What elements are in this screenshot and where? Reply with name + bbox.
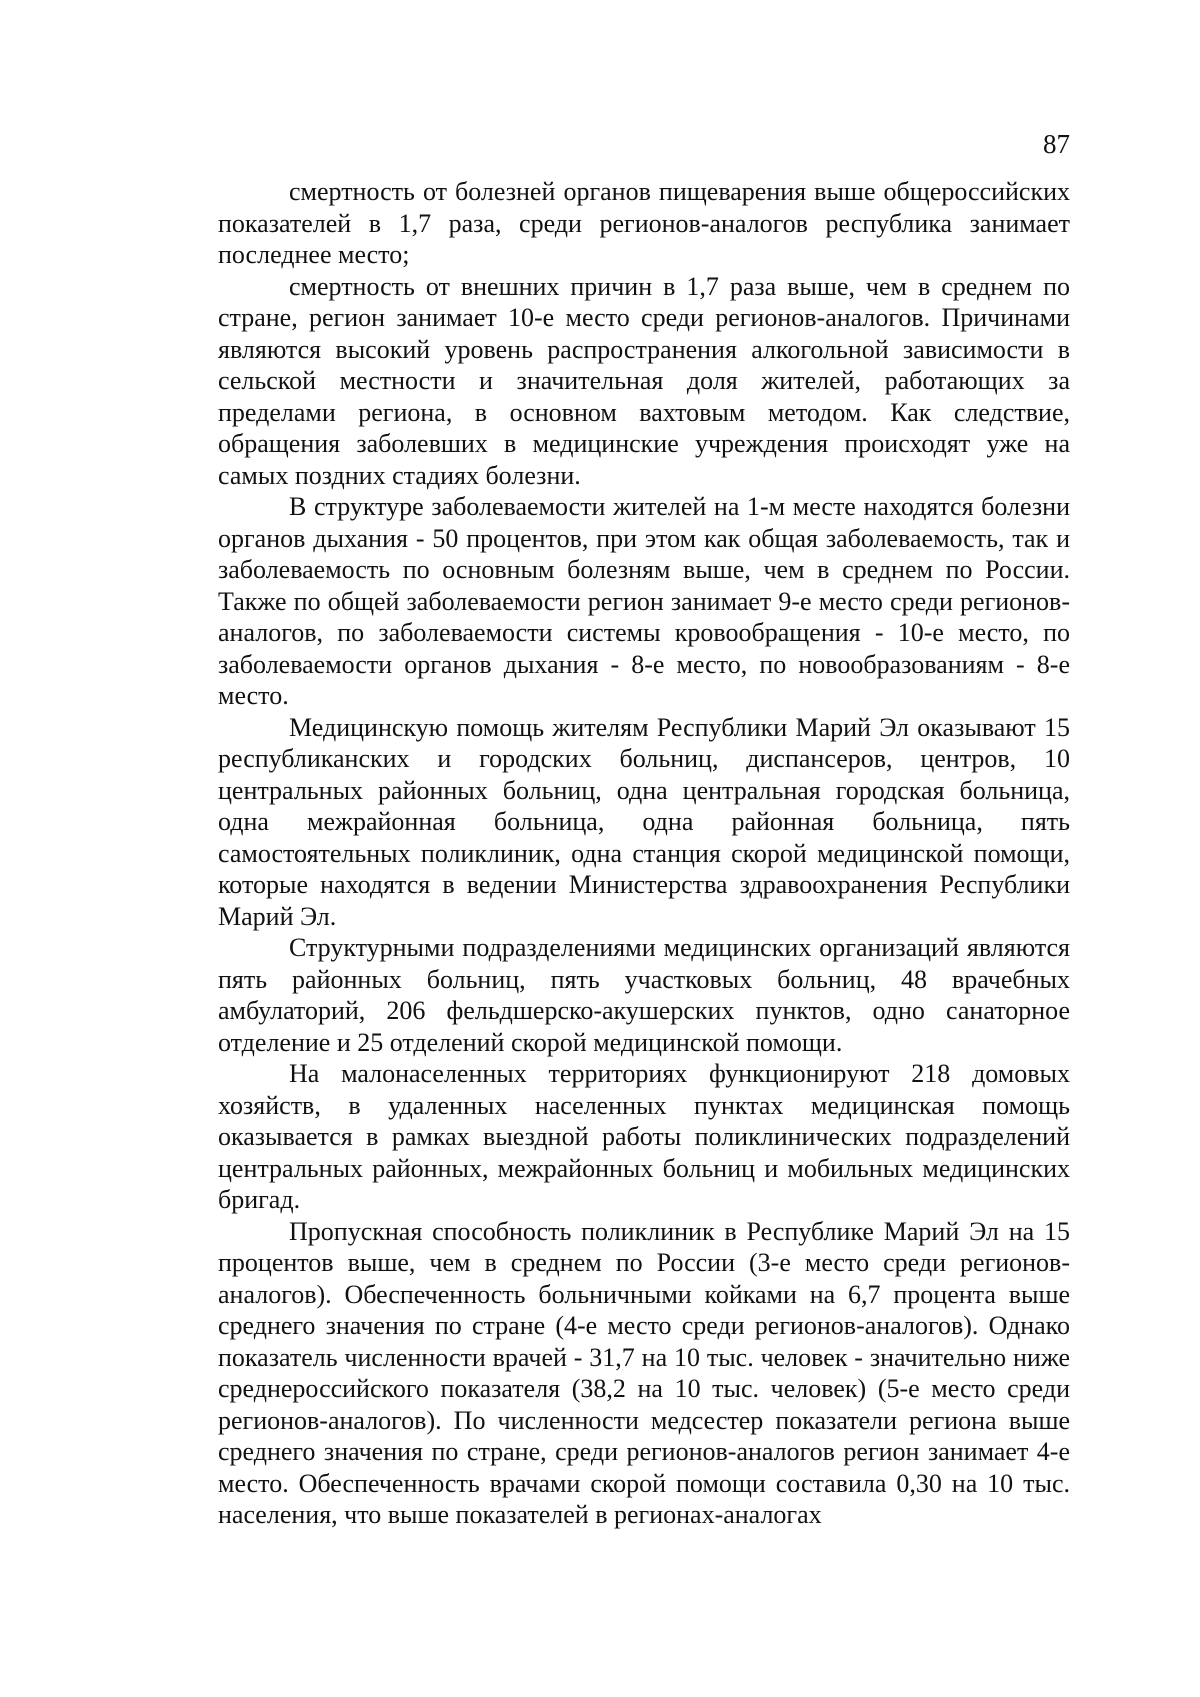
paragraph-medical-facilities: Медицинскую помощь жителям Республики Марий Эл оказывают 15 республиканских и городских больниц, диспансеров, центров, 10 центральных районных больниц, одна центральная городская больница, одна межрайонная больница, одна районная больница, пять самостоятельных поликлиник, одна станция скорой медицинской помощи, которые находятся в ведении Министерства здравоохранения Республики Марий Эл. — [218, 712, 1070, 931]
paragraph-external-causes-mortality: смертность от внешних причин в 1,7 раза выше, чем в среднем по стране, регион занимает 10-е место среди регионов-аналогов. Причинами являются высокий уровень распространения алкогольной зависимости в сельской местности и значительная доля жителей, работающих за пределами региона, в основном вахтовым методом. Как следствие, обращения заболевших в медицинские учреждения происходят уже на самых поздних стадиях болезни. — [218, 271, 1070, 490]
paragraph-morbidity-structure: В структуре заболеваемости жителей на 1-м месте находятся болезни органов дыхания - 50 процентов, при этом как общая заболеваемость, так и заболеваемость по основным болезням выше, чем в среднем по России. Также по общей заболеваемости регион занимает 9-е место среди регионов-аналогов, по заболеваемости системы кровообращения - 10-е место, по заболеваемости органов дыхания - 8-е место, по новообразованиям - 8-е место. — [218, 492, 1070, 710]
body-text — [218, 176, 1070, 1531]
paragraph-structural-units: Структурными подразделениями медицинских организаций являются пять районных больниц, пять участковых больниц, 48 врачебных амбулаторий, 206 фельдшерско-акушерских пунктов, одно санаторное отделение и 25 отделений скорой медицинской помощи. — [218, 933, 1070, 1057]
paragraph-sparse-territories: На малонаселенных территориях функционируют 218 домовых хозяйств, в удаленных населенных пунктах медицинская помощь оказывается в рамках выездной работы поликлинических подразделений центральных районных, межрайонных больниц и мобильных медицинских бригад. — [218, 1059, 1070, 1214]
page-number: 87 — [1043, 129, 1070, 159]
paragraph-capacity-statistics: Пропускная способность поликлиник в Республике Марий Эл на 15 процентов выше, чем в среднем по России (3-е место среди регионов-аналогов). Обеспеченность больничными койками на 6,7 процента выше среднего значения по стране (4-е место среди регионов-аналогов). Однако показатель численности врачей - 31,7 на 10 тыс. человек - значительно ниже среднероссийского показателя (38,2 на 10 тыс. человек) (5-е место среди регионов-аналогов). По численности медсестер показатели региона выше среднего значения по стране, среди регионов-аналогов регион занимает 4-е место. Обеспеченность врачами скорой помощи составила 0,30 на 10 тыс. населения, что выше показателей в регионах-аналогах — [218, 1216, 1070, 1529]
paragraph-digestive-mortality: смертность от болезней органов пищеварения выше общероссийских показателей в 1,7 раза, среди регионов-аналогов республика занимает последнее место; — [218, 177, 1070, 269]
